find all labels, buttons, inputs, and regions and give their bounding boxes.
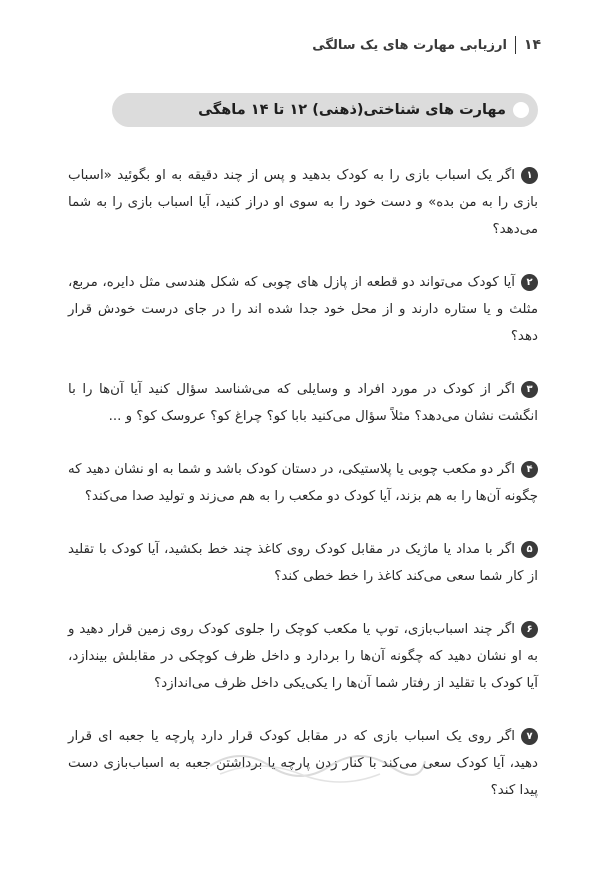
question-text: اگر از کودک در مورد افراد و وسایلی که می‌شناسد سؤال کنید آیا آن‌ها را با انگشت نشان می‌دهد؟ مثلاً سؤال می‌کنید بابا کو؟ چراغ کو؟ عروسک کو؟ و ... (68, 382, 538, 424)
running-title: ارزیابی مهارت های یک سالگی (312, 37, 507, 53)
question-item (68, 269, 538, 350)
question-text: اگر دو مکعب چوبی یا پلاستیکی، در دستان کودک باشد و شما به او نشان دهید که چگونه آن‌ها را به هم بزند، آیا کودک دو مکعب را به هم می‌زند و تولید صدا می‌کند؟ (68, 462, 538, 504)
question-number-badge: ۱ (521, 167, 538, 184)
section-title-bar (112, 93, 538, 127)
section-title: مهارت های شناختی(ذهنی) ۱۲ تا ۱۴ ماهگی (198, 102, 506, 118)
question-number-badge: ۷ (521, 728, 538, 745)
question-text: اگر روی یک اسباب بازی که در مقابل کودک قرار دارد پارچه یا جعبه ای قرار دهید، آیا کودک سعی می‌کند با کنار زدن پارچه یا برداشتن جعبه به اسباب‌بازی دست پیدا کند؟ (68, 729, 538, 798)
question-text: اگر با مداد یا ماژیک در مقابل کودک روی کاغذ چند خط بکشید، آیا کودک با تقلید از کار شما سعی می‌کند کاغذ را خط خطی کند؟ (68, 542, 538, 584)
header-divider (515, 36, 516, 54)
section-bullet-icon (513, 102, 529, 118)
question-number-badge: ۳ (521, 381, 538, 398)
question-text: آیا کودک می‌تواند دو قطعه از پازل های چوبی که شکل هندسی مثل دایره، مربع، مثلث و یا ستاره دارند و از محل خود جدا شده اند را در جای درست خودش قرار دهد؟ (68, 275, 538, 344)
page-number: ۱۴ (523, 37, 541, 53)
page-header (60, 36, 541, 54)
question-item (68, 456, 538, 510)
question-item (68, 536, 538, 590)
question-item (68, 376, 538, 430)
question-number-badge: ۴ (521, 461, 538, 478)
question-number-badge: ۵ (521, 541, 538, 558)
question-item (68, 723, 538, 804)
question-number-badge: ۲ (521, 274, 538, 291)
question-item (68, 162, 538, 243)
question-text: اگر یک اسباب بازی را به کودک بدهید و پس از چند دقیقه به او بگوئید «اسباب بازی را به من بده» و دست خود را به سوی او دراز کنید، آیا اسباب بازی را به شما می‌دهد؟ (68, 168, 538, 237)
questions-list (68, 162, 538, 830)
question-number-badge: ۶ (521, 621, 538, 638)
question-text: اگر چند اسباب‌بازی، توپ یا مکعب کوچک را جلوی کودک روی زمین قرار دهید و به او نشان دهید که چگونه آن‌ها را بردارد و داخل ظرف کوچکی در مقابلش بیندازد، آیا کودک با تقلید از رفتار شما آن‌ها را یکی‌یکی داخل ظرف می‌اندازد؟ (68, 622, 538, 691)
question-item (68, 616, 538, 697)
